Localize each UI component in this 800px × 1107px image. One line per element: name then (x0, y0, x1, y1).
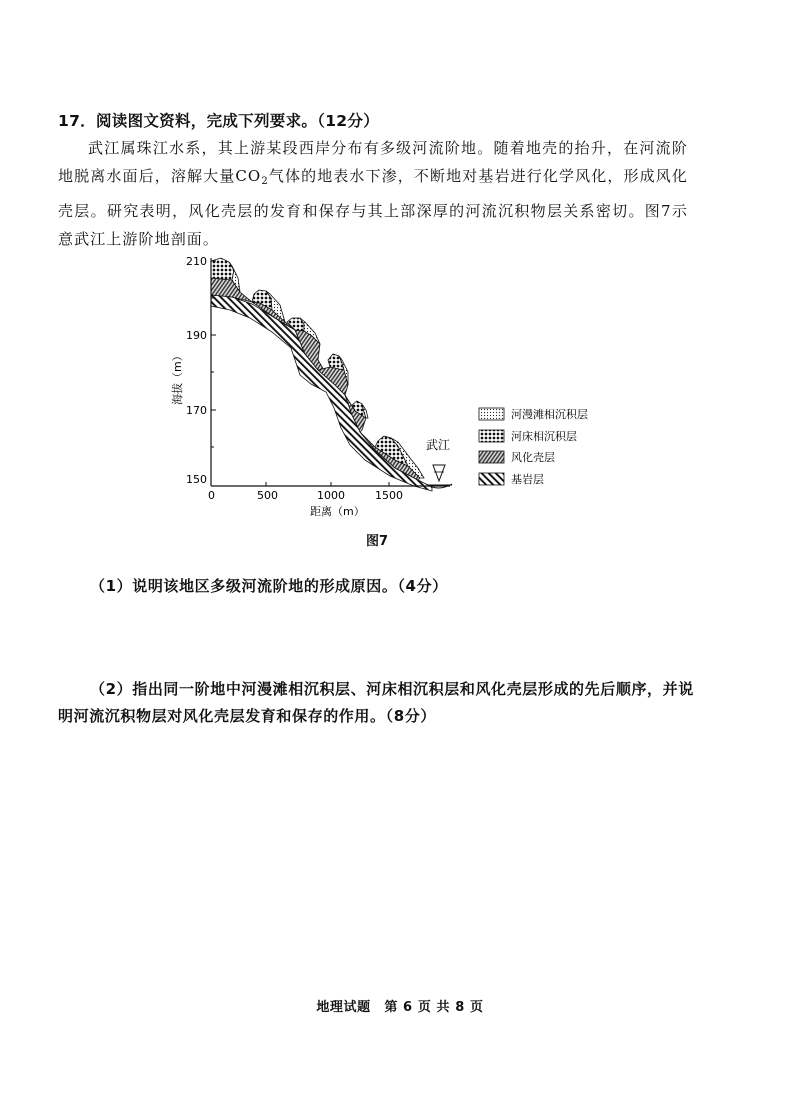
x-tick-0: 0 (208, 489, 215, 502)
x-tick-500: 500 (257, 489, 278, 502)
x-ticks (208, 482, 403, 502)
legend-swatch-bedrock (479, 473, 504, 485)
x-tick-1000: 1000 (317, 489, 345, 502)
water-level-marker (433, 465, 445, 481)
legend (479, 407, 588, 486)
legend-label-floodplain: 河漫滩相沉积层 (511, 408, 588, 421)
sub-question-1: （1）说明该地区多级河流阶地的形成原因。（4分） (90, 577, 448, 595)
legend-label-weathering: 风化壳层 (511, 451, 555, 464)
x-axis-label: 距离（m） (310, 505, 365, 518)
figure-caption: 图7 (366, 534, 389, 549)
paragraph-text-1: 武江属珠江水系，其上游某段西岸分布有多级河流阶地。随着地壳的抬升，在河流阶地脱离水面后，溶解大量CO (58, 139, 688, 186)
y-tick-170: 170 (186, 404, 207, 417)
sub-question-2: （2）指出同一阶地中河漫滩相沉积层、河床相沉积层和风化壳层形成的先后顺序，并说明河流沉积物层对风化壳层发育和保存的作用。（8分） (58, 680, 694, 725)
legend-swatch-riverbed (479, 430, 504, 442)
legend-label-riverbed: 河床相沉积层 (511, 430, 577, 443)
y-axis-label: 海拔（m） (171, 350, 184, 405)
question-header: 17．阅读图文资料，完成下列要求。（12分） (58, 112, 379, 130)
legend-swatch-weathering (479, 451, 504, 463)
x-tick-1500: 1500 (375, 489, 403, 502)
legend-swatch-floodplain (479, 408, 504, 420)
y-tick-190: 190 (186, 329, 207, 342)
river-label: 武江 (426, 438, 451, 452)
page-footer: 地理试题 第 6 页 共 8 页 (316, 1000, 484, 1015)
paragraph-text-2: 气体的地表水下渗，不断地对基岩进行化学风化，形成风化壳层。研究表明，风化壳层的发育和保存与其上部深厚的河流沉积物层关系密切。图7示意武江上游阶地剖面。 (58, 167, 688, 248)
y-tick-150: 150 (186, 473, 207, 486)
legend-label-bedrock: 基岩层 (511, 473, 544, 486)
y-tick-210: 210 (186, 255, 207, 268)
paragraph-subscript: 2 (261, 176, 269, 188)
